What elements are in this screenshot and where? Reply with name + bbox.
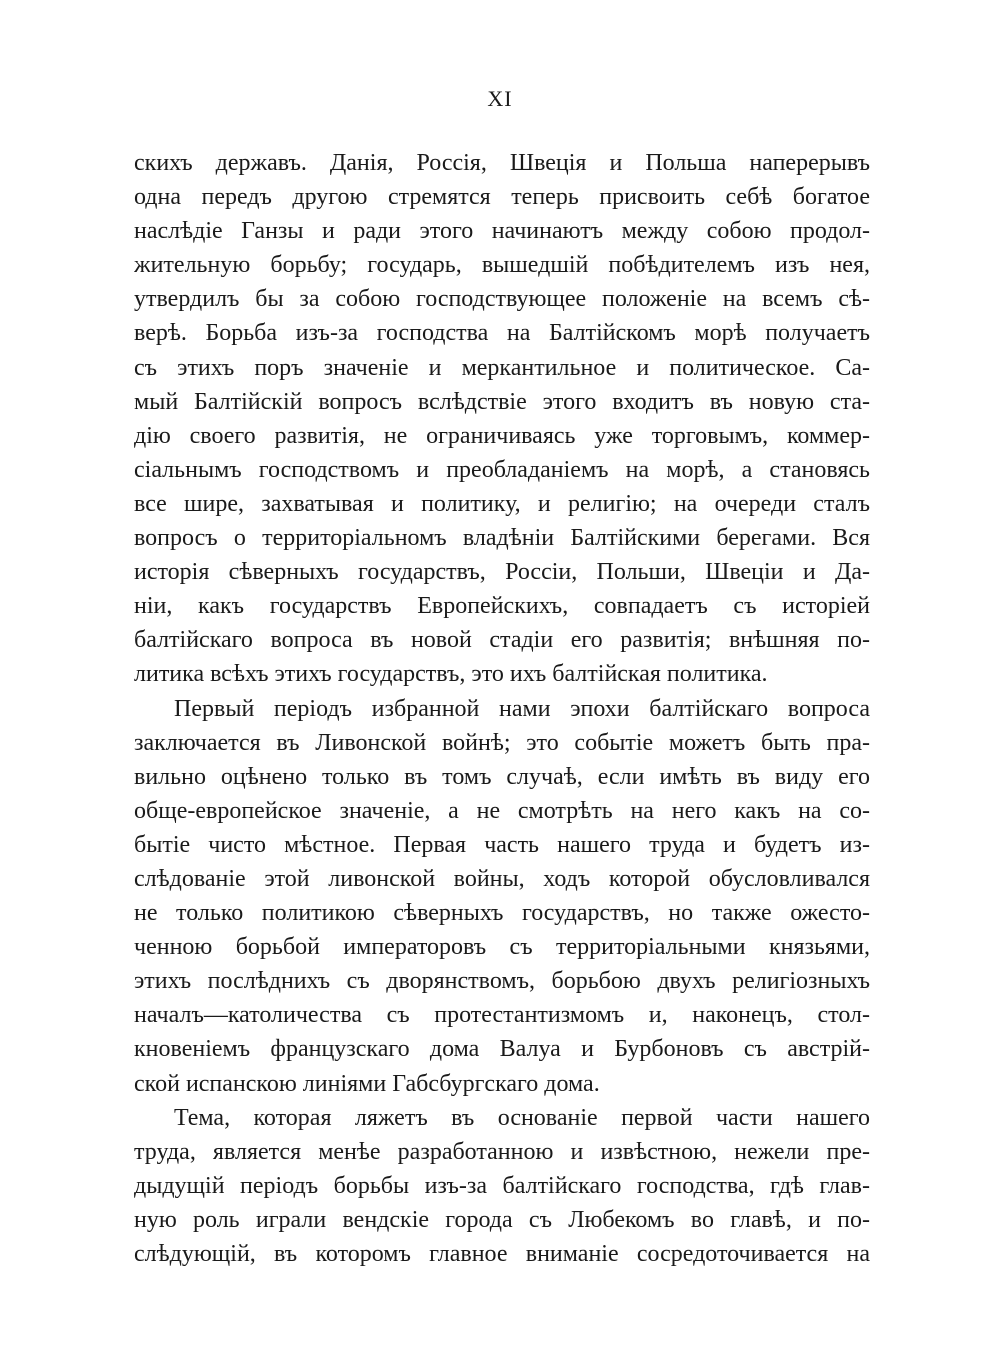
text-line: жительную борьбу; государь, вышедшій побѣдителемъ изъ нея,	[134, 252, 870, 279]
text-line: сіальнымъ господствомъ и преобладаніемъ на морѣ, а становясь	[134, 456, 870, 483]
text-line: вильно оцѣнено только въ томъ случаѣ, если имѣть въ виду его	[134, 763, 870, 790]
text-line: началъ—католичества съ протестантизмомъ и, наконецъ, стол-	[134, 1002, 870, 1029]
text-line: ную роль играли вендскіе города съ Любекомъ во главѣ, и по-	[134, 1206, 870, 1233]
text-line: этихъ послѣднихъ съ дворянствомъ, борьбою двухъ религіозныхъ	[134, 968, 870, 995]
text-line: одна передъ другою стремятся теперь присвоить себѣ богатое	[134, 184, 870, 211]
text-line: вопросъ о территоріальномъ владѣніи Балтійскими берегами. Вся	[134, 525, 870, 552]
text-line: съ этихъ поръ значеніе и меркантильное и политическое. Са-	[134, 354, 870, 381]
text-line: обще-европейское значеніе, а не смотрѣть на него какъ на со-	[134, 797, 870, 824]
text-line: ніи, какъ государствъ Европейскихъ, совпадаетъ съ исторіей	[134, 593, 870, 620]
text-line: Первый періодъ избранной нами эпохи балтійскаго вопроса	[174, 695, 870, 722]
text-line: исторія сѣверныхъ государствъ, Россіи, Польши, Швеціи и Да-	[134, 559, 870, 586]
text-line: утвердилъ бы за собою господствующее положеніе на всемъ сѣ-	[134, 286, 870, 313]
text-line: кновеніемъ французскаго дома Валуа и Бурбоновъ съ австрій-	[134, 1036, 870, 1063]
paragraph	[134, 692, 870, 1101]
paragraph	[134, 146, 870, 692]
text-line: не только политикою сѣверныхъ государствъ, но также ожесто-	[134, 900, 870, 927]
text-line: ченною борьбой императоровъ съ территоріальными князьями,	[134, 934, 870, 961]
text-line: верѣ. Борьба изъ-за господства на Балтійскомъ морѣ получаетъ	[134, 320, 870, 347]
text-line: труда, является менѣе разработанною и извѣстною, нежели пре-	[134, 1138, 870, 1165]
text-line: все шире, захватывая и политику, и религію; на очереди сталъ	[134, 490, 870, 517]
text-line: балтійскаго вопроса въ новой стадіи его развитія; внѣшняя по-	[134, 627, 870, 654]
paragraph	[134, 1101, 870, 1271]
page-number: XI	[487, 86, 513, 111]
body-text	[134, 146, 870, 1271]
text-line: литика всѣхъ этихъ государствъ, это ихъ балтійская политика.	[134, 661, 768, 688]
text-line: скихъ державъ. Данія, Россія, Швеція и Польша наперерывъ	[134, 150, 870, 176]
text-line: наслѣдіе Ганзы и ради этого начинаютъ между собою продол-	[134, 218, 870, 245]
text-line: Тема, которая ляжетъ въ основаніе первой части нашего	[174, 1104, 870, 1131]
text-line: заключается въ Ливонской войнѣ; это событіе можетъ быть пра-	[134, 729, 870, 756]
text-line: слѣдующій, въ которомъ главное вниманіе сосредоточивается на	[134, 1241, 870, 1267]
text-line: слѣдованіе этой ливонской войны, ходъ которой обусловливался	[134, 865, 870, 892]
text-line: дыдущій періодъ борьбы изъ-за балтійскаго господства, гдѣ глав-	[134, 1172, 870, 1199]
text-line: мый Балтійскій вопросъ вслѣдствіе этого входитъ въ новую ста-	[134, 388, 870, 415]
text-line: бытіе чисто мѣстное. Первая часть нашего труда и будетъ из-	[134, 831, 870, 858]
text-line: ской испанскою линіями Габсбургскаго дома.	[134, 1070, 600, 1097]
text-line: дію своего развитія, не ограничиваясь уже торговымъ, коммер-	[134, 422, 870, 449]
